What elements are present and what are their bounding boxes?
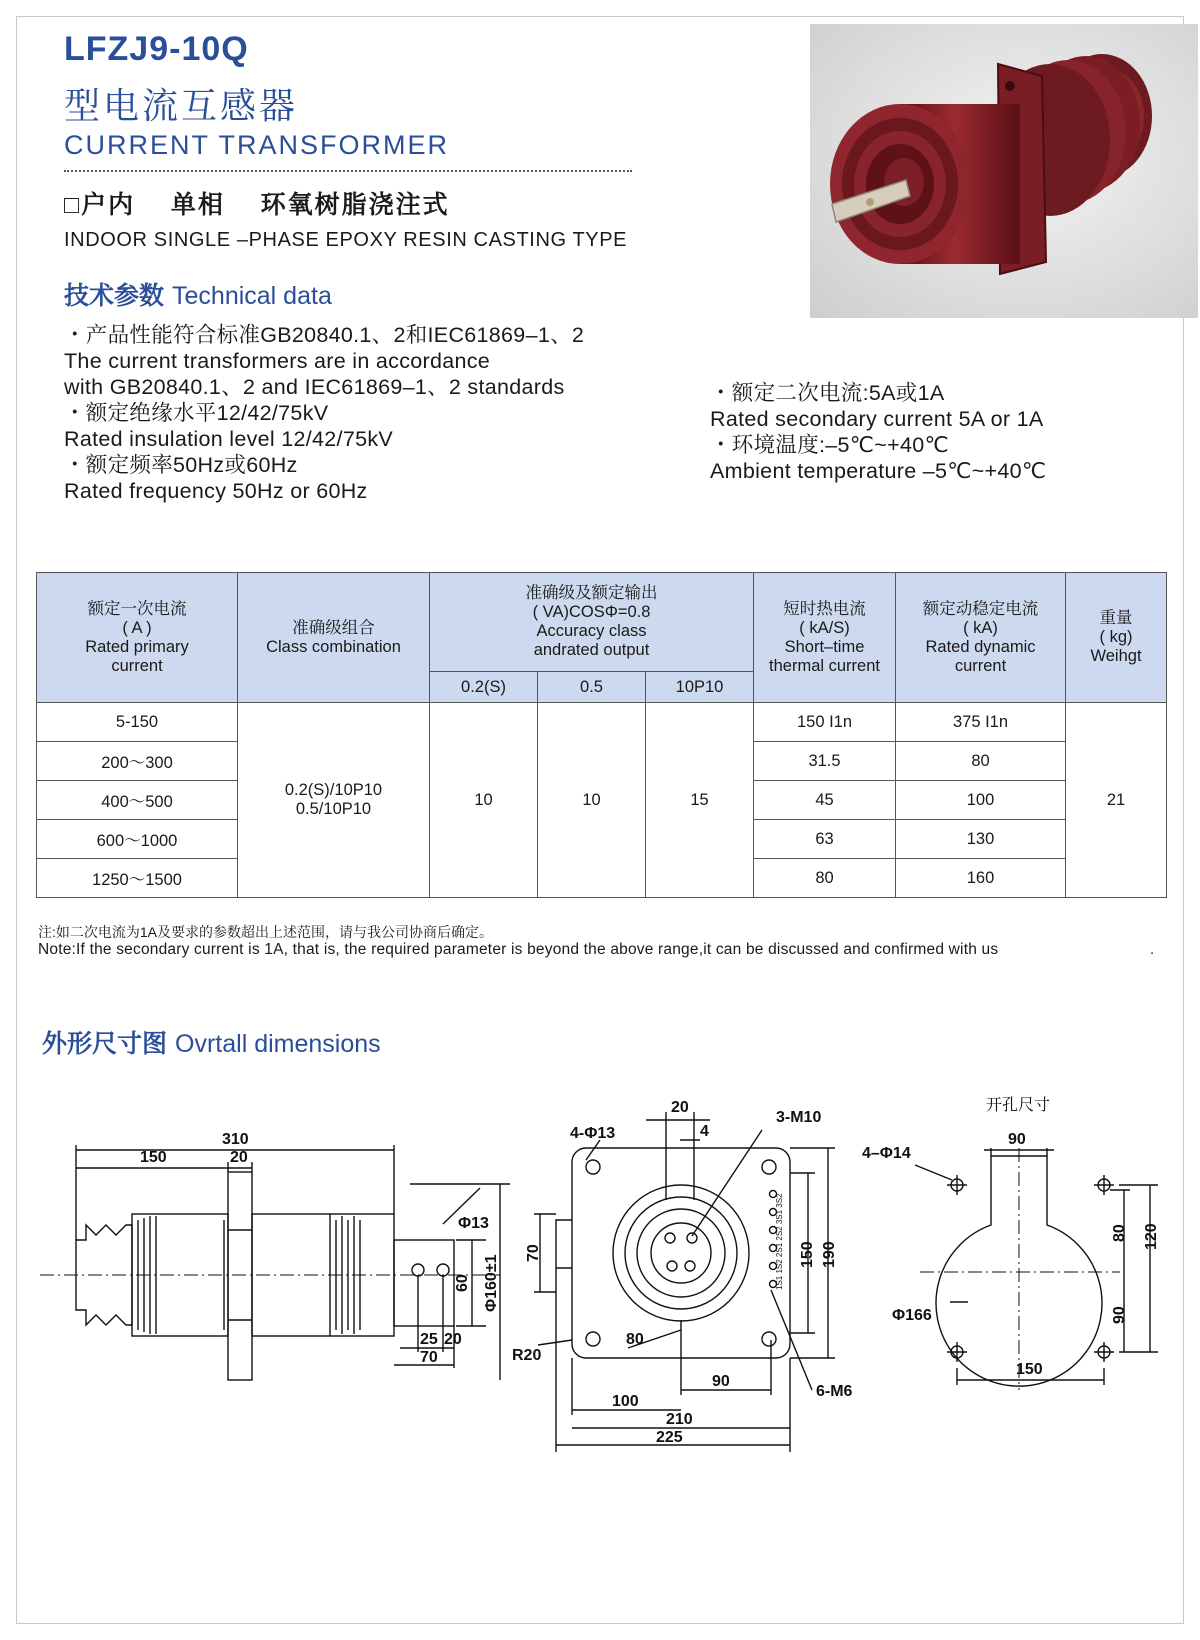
header-line: current xyxy=(111,656,163,675)
header-line: 准确级及额定输出 xyxy=(525,584,658,602)
header-accuracy-output xyxy=(430,573,754,672)
cell-short: 45 xyxy=(754,781,896,820)
header-line: Class combination xyxy=(266,637,401,656)
dim-phi13: Φ13 xyxy=(458,1215,489,1232)
type-en: INDOOR SINGLE –PHASE EPOXY RESIN CASTING TYPE xyxy=(64,229,628,251)
tech-heading-en: Technical data xyxy=(172,282,332,310)
cutout-80: 80 xyxy=(1111,1224,1128,1242)
header-short-time-current xyxy=(754,573,896,703)
dim-150: 150 xyxy=(140,1149,167,1166)
dimensions-heading-en: Ovrtall dimensions xyxy=(175,1030,381,1058)
dim-20b: 20 xyxy=(444,1331,462,1348)
dimension-drawings xyxy=(0,1090,1200,1510)
type-cn: □户内 单相 环氧树脂浇注式 xyxy=(64,191,450,219)
dim-20: 20 xyxy=(230,1149,248,1166)
dim-4-phi13: 4-Φ13 xyxy=(570,1125,616,1142)
header-line: ( kA) xyxy=(963,618,998,637)
cell-primary: 600～1000 xyxy=(37,820,238,859)
cutout-90v: 90 xyxy=(1111,1306,1128,1324)
cutout-150: 150 xyxy=(1016,1361,1043,1378)
header-line: thermal current xyxy=(769,656,880,675)
header-line: Weihgt xyxy=(1090,647,1142,665)
side-view-drawing xyxy=(40,1145,510,1380)
front-view-drawing xyxy=(534,1112,835,1452)
cell-dynamic: 375 I1n xyxy=(896,703,1066,742)
cell-output-0.2s: 10 xyxy=(430,703,538,898)
terminal-markings: 1S1 1S2 2S1 2S2 3S1 3S2 xyxy=(775,1193,784,1290)
cutout-title: 开孔尺寸 xyxy=(986,1097,1051,1114)
cell-short: 80 xyxy=(754,859,896,898)
header-line: ( kA/S) xyxy=(799,618,850,637)
header-line: Short–time xyxy=(784,637,865,656)
cutout-90: 90 xyxy=(1008,1131,1026,1148)
header-primary-current xyxy=(37,573,238,703)
dim-25: 25 xyxy=(420,1331,438,1348)
cell-dynamic: 80 xyxy=(896,742,1066,781)
spec-table xyxy=(36,572,1167,898)
tech-heading-cn: 技术参数 xyxy=(64,282,165,310)
specs-left xyxy=(64,322,584,504)
cell-short: 150 I1n xyxy=(754,703,896,742)
header-line: 短时热电流 xyxy=(783,599,866,618)
cell-weight: 21 xyxy=(1066,703,1167,898)
spec-line: ・额定二次电流:5A或1A xyxy=(710,381,945,405)
spec-line: Rated insulation level 12/42/75kV xyxy=(64,427,394,451)
dim-front-225: 225 xyxy=(656,1429,683,1446)
header-line: 重量 xyxy=(1099,609,1133,627)
header-weight xyxy=(1066,573,1167,703)
cell-primary: 5-150 xyxy=(37,703,238,742)
spec-line: The current transformers are in accordance xyxy=(64,349,491,373)
specs-right xyxy=(710,380,1046,484)
header-line: 额定动稳定电流 xyxy=(922,599,1039,618)
combo-line: 0.5/10P10 xyxy=(295,800,372,818)
header-line: Rated primary xyxy=(85,637,189,656)
table-row xyxy=(37,703,1167,742)
subheader-10p10: 10P10 xyxy=(646,672,754,703)
cutout-drawing xyxy=(915,1148,1158,1390)
header-line: current xyxy=(954,656,1007,675)
product-title-en: CURRENT TRANSFORMER xyxy=(64,130,450,160)
header-line: andrated output xyxy=(533,641,650,659)
dim-front-4: 4 xyxy=(700,1123,709,1140)
cell-output-0.5: 10 xyxy=(538,703,646,898)
note-dot: . xyxy=(1150,941,1155,958)
spec-line: ・产品性能符合标准GB20840.1、2和IEC61869–1、2 xyxy=(64,323,585,347)
spec-line: ・环境温度:–5℃~+40℃ xyxy=(710,433,949,457)
header-line: Accuracy class xyxy=(536,622,647,640)
product-title-cn: 型电流互感器 xyxy=(64,85,299,126)
cell-dynamic: 160 xyxy=(896,859,1066,898)
model-title: LFZJ9-10Q xyxy=(64,30,249,68)
dim-6-m6: 6-M6 xyxy=(816,1383,853,1400)
header-line: 准确级组合 xyxy=(292,618,375,637)
cell-class-combination xyxy=(238,703,430,898)
spec-line: Rated frequency 50Hz or 60Hz xyxy=(64,479,368,503)
title-divider xyxy=(64,170,632,172)
cell-short: 31.5 xyxy=(754,742,896,781)
cutout-4-phi14: 4–Φ14 xyxy=(862,1145,911,1162)
note-en: Note:If the secondary current is 1A, that is, the required parameter is beyond the above range,it can be discussed and confirmed with us xyxy=(38,941,999,958)
subheader-0.2s: 0.2(S) xyxy=(430,672,538,703)
dim-front-210: 210 xyxy=(666,1411,693,1428)
dim-front-150: 150 xyxy=(799,1241,816,1268)
dim-front-20: 20 xyxy=(671,1099,689,1116)
dim-310: 310 xyxy=(222,1131,249,1148)
cutout-phi166: Φ166 xyxy=(892,1307,932,1324)
dim-front-80: 80 xyxy=(626,1331,644,1348)
header-line: ( VA)COSΦ=0.8 xyxy=(532,603,651,621)
cell-dynamic: 130 xyxy=(896,820,1066,859)
cell-output-10p10: 15 xyxy=(646,703,754,898)
header-line: Rated dynamic xyxy=(925,637,1036,656)
cell-dynamic: 100 xyxy=(896,781,1066,820)
cell-short: 63 xyxy=(754,820,896,859)
header-line: ( kg) xyxy=(1099,628,1133,646)
spec-line: ・额定频率50Hz或60Hz xyxy=(64,453,298,477)
dim-front-190: 190 xyxy=(821,1241,838,1268)
header-line: 额定一次电流 xyxy=(87,599,187,618)
spec-line: Rated secondary current 5A or 1A xyxy=(710,407,1044,431)
cell-primary: 400～500 xyxy=(37,781,238,820)
header-line: ( A ) xyxy=(122,618,152,637)
spec-line: Ambient temperature –5℃~+40℃ xyxy=(710,459,1047,483)
note-cn: 注:如二次电流为1A及要求的参数超出上述范围，请与我公司协商后确定。 xyxy=(38,924,494,940)
cell-primary: 1250～1500 xyxy=(37,859,238,898)
dim-60: 60 xyxy=(454,1274,471,1292)
dim-front-90: 90 xyxy=(712,1373,730,1390)
dim-70: 70 xyxy=(420,1349,438,1366)
dim-r20: R20 xyxy=(512,1347,542,1364)
tech-heading xyxy=(64,276,332,312)
cell-primary: 200～300 xyxy=(37,742,238,781)
dim-front-70: 70 xyxy=(525,1244,542,1262)
combo-line: 0.2(S)/10P10 xyxy=(284,781,383,799)
dimensions-heading xyxy=(42,1024,381,1060)
header-dynamic-current xyxy=(896,573,1066,703)
header-class-combination xyxy=(238,573,430,703)
cutout-120: 120 xyxy=(1143,1223,1160,1250)
spec-line: ・额定绝缘水平12/42/75kV xyxy=(64,401,329,425)
dim-3-m10: 3-M10 xyxy=(776,1109,822,1126)
spec-line: with GB20840.1、2 and IEC61869–1、2 standards xyxy=(64,375,565,399)
dim-front-100: 100 xyxy=(612,1393,639,1410)
subheader-0.5: 0.5 xyxy=(538,672,646,703)
dimensions-heading-cn: 外形尺寸图 xyxy=(42,1030,168,1058)
product-photo xyxy=(810,24,1198,318)
dim-phi160: Φ160±1 xyxy=(483,1254,500,1312)
